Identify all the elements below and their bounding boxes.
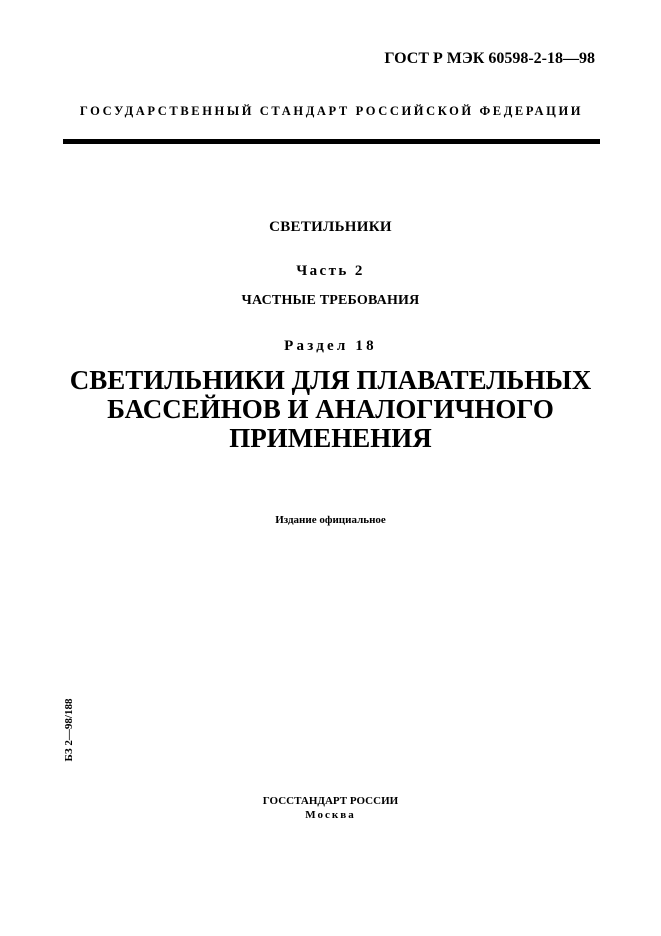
- part-label: Часть 2: [296, 263, 365, 279]
- part-subtitle: ЧАСТНЫЕ ТРЕБОВАНИЯ: [241, 293, 420, 308]
- publisher: ГОССТАНДАРТ РОССИИ: [262, 795, 399, 807]
- side-code: БЗ 2—98/188: [63, 698, 75, 762]
- section-title: [0, 366, 661, 453]
- product-name: СВЕТИЛЬНИКИ: [269, 219, 392, 235]
- city: Москва: [305, 809, 356, 821]
- section-label: Раздел 18: [284, 338, 377, 354]
- section-title-line: БАССЕЙНОВ И АНАЛОГИЧНОГО: [107, 394, 554, 424]
- side-code-container: [58, 688, 80, 772]
- edition-note: Издание официальное: [275, 514, 386, 526]
- section-title-line: ПРИМЕНЕНИЯ: [229, 423, 432, 453]
- header-rule: [63, 139, 600, 144]
- gost-code: ГОСТ Р МЭК 60598-2-18—98: [384, 50, 595, 67]
- state-standard-heading: ГОСУДАРСТВЕННЫЙ СТАНДАРТ РОССИЙСКОЙ ФЕДЕРАЦИИ: [79, 104, 584, 118]
- section-title-line: СВЕТИЛЬНИКИ ДЛЯ ПЛАВАТЕЛЬНЫХ: [69, 365, 592, 395]
